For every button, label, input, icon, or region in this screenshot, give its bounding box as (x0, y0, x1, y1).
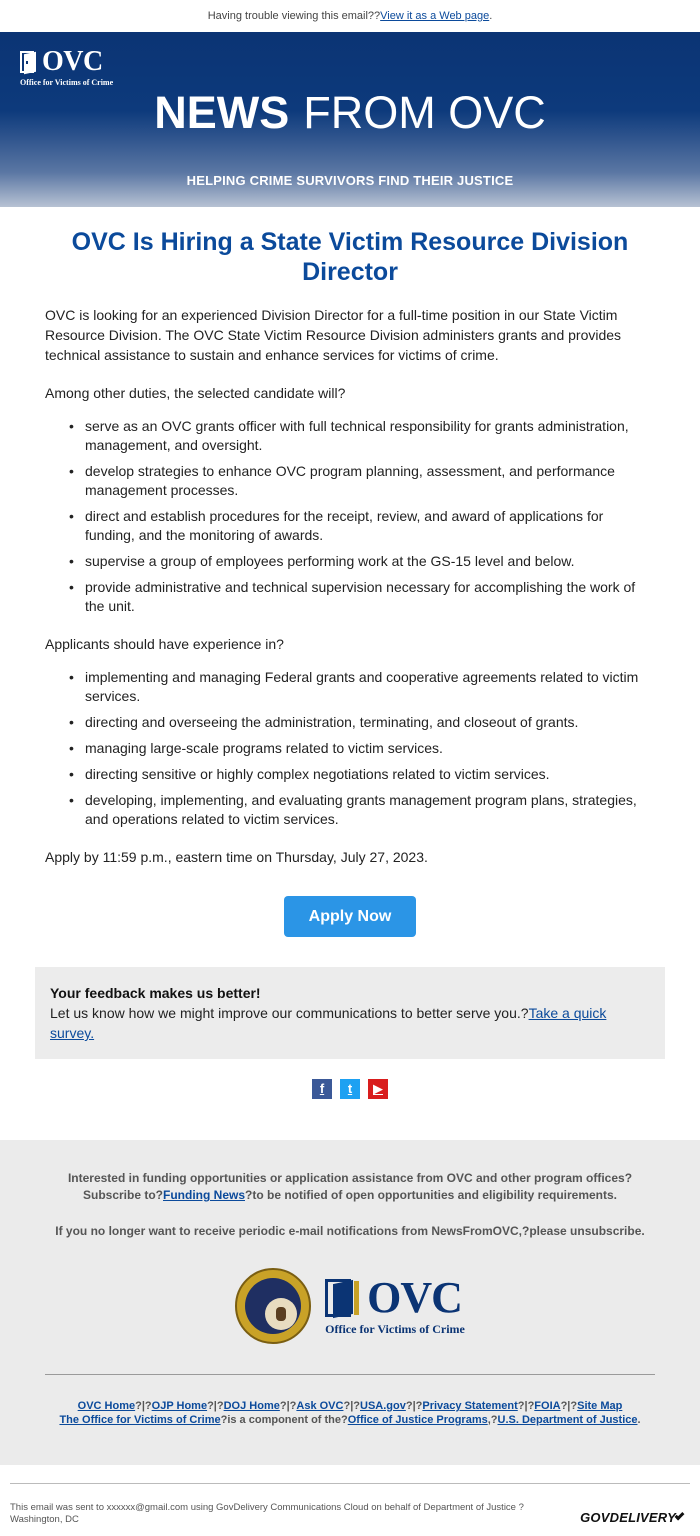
ovc-footer-word: OVC (367, 1272, 462, 1322)
view-online-bar: Having trouble viewing this email??View it as a Web page. (207, 10, 493, 22)
title-light: FROM OVC (303, 87, 546, 138)
privacy-statement-link[interactable]: Privacy Statement (422, 1400, 518, 1412)
experience-list (45, 668, 655, 829)
ovc-component-link[interactable]: The Office for Victims of Crime (59, 1414, 221, 1426)
list-item: • managing large-scale programs related to victim services. (69, 740, 443, 756)
view-online-text: Having trouble viewing this email?? (207, 10, 381, 22)
view-web-page-link[interactable]: View it as a Web page (380, 10, 490, 22)
twitter-icon[interactable]: t (340, 1079, 360, 1099)
social-links (0, 1079, 700, 1099)
list-item: • provide administrative and technical supervision necessary for accomplishing the work of the unit. (69, 579, 636, 614)
unsubscribe-note[interactable]: If you no longer want to receive periodic e-mail notifications from NewsFromOVC,?please unsubscribe. (55, 1224, 645, 1238)
doj-component-link[interactable]: U.S. Department of Justice (497, 1414, 638, 1426)
list-item: • implementing and managing Federal grants and cooperative agreements related to victim services. (69, 669, 639, 704)
ovc-logo[interactable] (20, 48, 113, 87)
list-item: • serve as an OVC grants officer with full technical responsibility for grants administration, management, and oversight. (69, 418, 629, 453)
facebook-icon[interactable]: f (312, 1079, 332, 1099)
feedback-title: Your feedback makes us better! (50, 985, 261, 1001)
list-item: • direct and establish procedures for the receipt, review, and award of applications for funding, and the monitoring of awards. (69, 508, 604, 543)
footer-divider (45, 1374, 655, 1375)
apply-now-button[interactable]: Apply Now (284, 896, 416, 937)
duties-lead: Among other duties, the selected candidate will? (45, 385, 346, 401)
doj-home-link[interactable]: DOJ Home (223, 1400, 280, 1412)
logo-subtitle: Office for Victims of Crime (20, 78, 114, 87)
ojp-component-link[interactable]: Office of Justice Programs (347, 1414, 488, 1426)
foia-link[interactable]: FOIA (534, 1400, 561, 1412)
article (0, 207, 700, 937)
doj-seal-icon (235, 1268, 311, 1344)
door-icon (325, 1279, 361, 1317)
duties-list (45, 417, 655, 616)
survey-link[interactable]: Take a quick survey. (50, 1005, 607, 1041)
funding-note: Interested in funding opportunities or application assistance from OVC and other program offices? Subscribe to?Funding News?to be notified of open opportunities and eligibility requirements. (67, 1171, 633, 1202)
ovc-footer-logo[interactable] (325, 1272, 465, 1337)
list-item: • develop strategies to enhance OVC program planning, assessment, and performance management processes. (69, 463, 615, 498)
usa-gov-link[interactable]: USA.gov (360, 1400, 406, 1412)
experience-lead: Applicants should have experience in? (45, 636, 284, 652)
footer-logos (0, 1268, 700, 1344)
title-strong: NEWS (154, 87, 290, 138)
logo-word: OVC (42, 46, 103, 77)
ask-ovc-link[interactable]: Ask OVC (296, 1400, 344, 1412)
site-map-link[interactable]: Site Map (577, 1400, 623, 1412)
list-item: • developing, implementing, and evaluating grants management program plans, strategies, and operations related to victim services. (69, 792, 637, 827)
ojp-home-link[interactable]: OJP Home (151, 1400, 208, 1412)
feedback-box (35, 967, 665, 1059)
article-headline: OVC Is Hiring a State Victim Resource Division Director (71, 228, 629, 286)
footer-links: OVC Home?|?OJP Home?|?DOJ Home?|?Ask OVC?|?USA.gov?|?Privacy Statement?|?FOIA?|?Site Map The Office for Victims of Crime?is a component of the?Office of Justice Programs,?U.S. Department of Justice. (59, 1400, 641, 1426)
list-item: • directing and overseeing the administration, terminating, and closeout of grants. (69, 714, 579, 730)
list-item: • supervise a group of employees performing work at the GS-15 level and below. (69, 553, 575, 569)
footer-bottom-divider (10, 1483, 690, 1484)
youtube-icon[interactable]: ▶ (368, 1079, 388, 1099)
article-intro: OVC is looking for an experienced Division Director for a full-time position in our State Victim Resource Division. The OVC State Victim Resource Division administers grants and provides technical assistance to sustain and enhance services for victims of crime. (45, 307, 622, 363)
govdelivery-logo[interactable]: GOVDELIVERY (580, 1510, 682, 1525)
header-banner (0, 32, 700, 207)
newsletter-title (0, 88, 700, 138)
checkmark-icon (675, 1511, 685, 1521)
door-icon (20, 51, 38, 73)
tagline: HELPING CRIME SURVIVORS FIND THEIR JUSTICE (186, 173, 514, 188)
delivery-footer (0, 1465, 700, 1536)
list-item: • directing sensitive or highly complex negotiations related to victim services. (69, 766, 550, 782)
ovc-home-link[interactable]: OVC Home (77, 1400, 136, 1412)
feedback-text: Let us know how we might improve our communications to better serve you.?Take a quick survey. (50, 1005, 607, 1041)
sent-to-text: This email was sent to xxxxxx@gmail.com using GovDelivery Communications Cloud on behalf of Department of Justice ? Washington, DC (10, 1502, 524, 1525)
footer (0, 1140, 700, 1465)
deadline-text: Apply by 11:59 p.m., eastern time on Thursday, July 27, 2023. (45, 849, 428, 865)
funding-news-link[interactable]: Funding News (163, 1188, 245, 1202)
ovc-footer-sub: Office for Victims of Crime (325, 1321, 465, 1336)
